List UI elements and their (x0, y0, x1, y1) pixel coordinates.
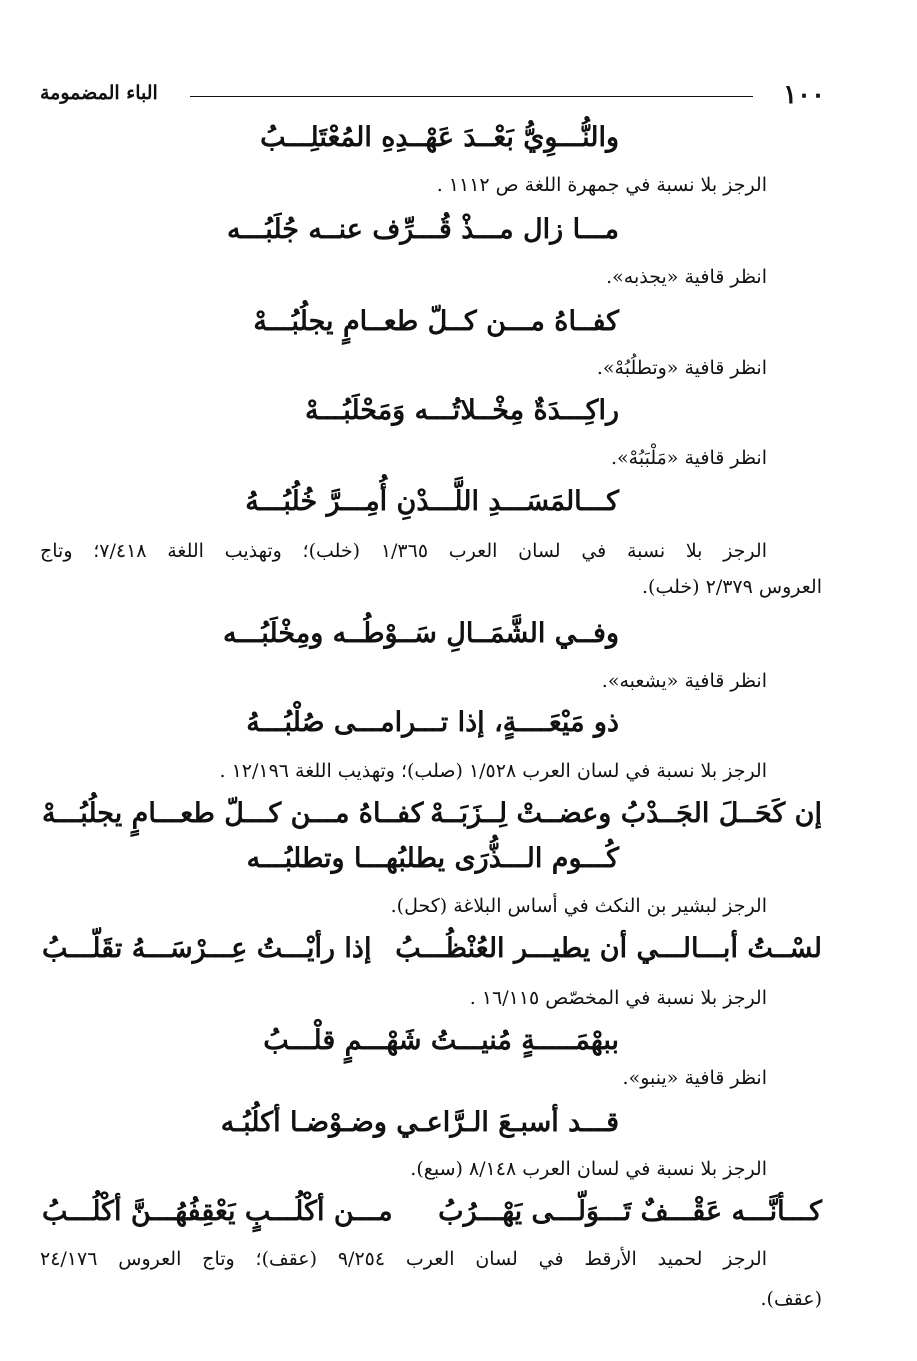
citation-line: الرجز بلا نسبة في لسان العرب ٨/١٤٨ (سبع). (410, 1158, 767, 1180)
citation-line: انظر قافية «وتطلُبُهْ». (596, 357, 767, 379)
verse-line: مـــا زال مـــذْ قُـــرِّف عنــه جُلَبُـــه (226, 214, 619, 245)
citation-line: العروس ٢/٣٧٩ (خلب). (642, 576, 822, 598)
citation-line: الرجز بلا نسبة في لسان العرب ١/٣٦٥ (خلب)؛ وتهذيب اللغة ٧/٤١٨؛ وتاج (40, 540, 767, 562)
verse-line: ببهْمَـــــةٍ مُنيـــتُ شَهْـــمٍ قلْـــبُ (263, 1025, 619, 1056)
citation-line: انظر قافية «يجذبه». (606, 266, 767, 288)
section-title: الباء المضمومة (40, 82, 158, 104)
verse-hemistich-left: كفــاهُ مـــن كـــلّ طعـــامٍ يجلُبُـــهْ (42, 798, 424, 829)
verse-hemistich-left: إذا رأيْـــتُ عِـــرْسَـــهُ تقَلّـــبُ (42, 933, 372, 964)
verse-hemistich-right: إن كَحَــلَ الجَــدْبُ وعضــتْ لِــزَبَــهْ (430, 798, 822, 829)
verse-line: والنُّـــوِيُّ بَعْــدَ عَهْــدِهِ المُعْتَلِـــبُ (260, 122, 619, 153)
citation-line: الرجز لحميد الأرقط في لسان العرب ٩/٢٥٤ (عقف)؛ وتاج العروس ٢٤/١٧٦ (40, 1248, 767, 1270)
verse-line: كفــاهُ مـــن كــلّ طعــامٍ يجلُبُـــهْ (253, 306, 619, 337)
verse-hemistich-right: لسْــتُ أبـــالـــي أن يطيـــر العُنْظُـــبُ (395, 933, 822, 964)
verse-hemistich-right: كـــأنَّـــه عَقْـــفٌ تَـــوَلّـــى يَهْـــرُبُ (438, 1196, 822, 1227)
verse-line: ذو مَيْعَــــةٍ، إذا تـــرامـــى صُلْبُـــهُ (246, 707, 619, 738)
citation-line: انظر قافية «ينبو». (622, 1067, 767, 1089)
verse-line: كُـــوم الـــذُّرَى يطلبُهـــا وتطلبُـــه (246, 843, 619, 874)
citation-line: (عقف). (760, 1288, 822, 1310)
citation-line: انظر قافية «يشعبه». (601, 670, 767, 692)
verse-line: كـــالمَسَـــدِ اللَّـــدْنِ أُمِـــرَّ خُلُبُـــهُ (245, 486, 619, 517)
citation-line: الرجز بلا نسبة في المخصّص ١٦/١١٥ . (469, 987, 767, 1009)
citation-line: انظر قافية «مَلْبَبُهْ». (611, 447, 767, 469)
citation-line: الرجز لبشير بن النكث في أساس البلاغة (كحل). (390, 895, 767, 917)
verse-line: قـــد أسبـعَ الـرَّاعـي وضـوْضـا أكلُبُـه (220, 1107, 619, 1138)
page-header (40, 80, 825, 110)
header-rule (190, 96, 753, 97)
verse-line: وفــي الشَّمَــالِ سَــوْطُــه ومِخْلَبُـــه (223, 618, 619, 649)
citation-line: الرجز بلا نسبة في لسان العرب ١/٥٢٨ (صلب)؛ وتهذيب اللغة ١٢/١٩٦ . (219, 760, 767, 782)
page-number: ١٠٠ (783, 80, 825, 110)
verse-line: راكِـــدَةٌ مِخْــلاتُـــه وَمَحْلَبُـــهْ (304, 395, 619, 426)
citation-line: الرجز بلا نسبة في جمهرة اللغة ص ١١١٢ . (436, 174, 767, 196)
verse-hemistich-left: مـــن أكْلُـــبٍ يَعْقِفُهُـــنَّ أكْلُـــبُ (42, 1196, 393, 1227)
